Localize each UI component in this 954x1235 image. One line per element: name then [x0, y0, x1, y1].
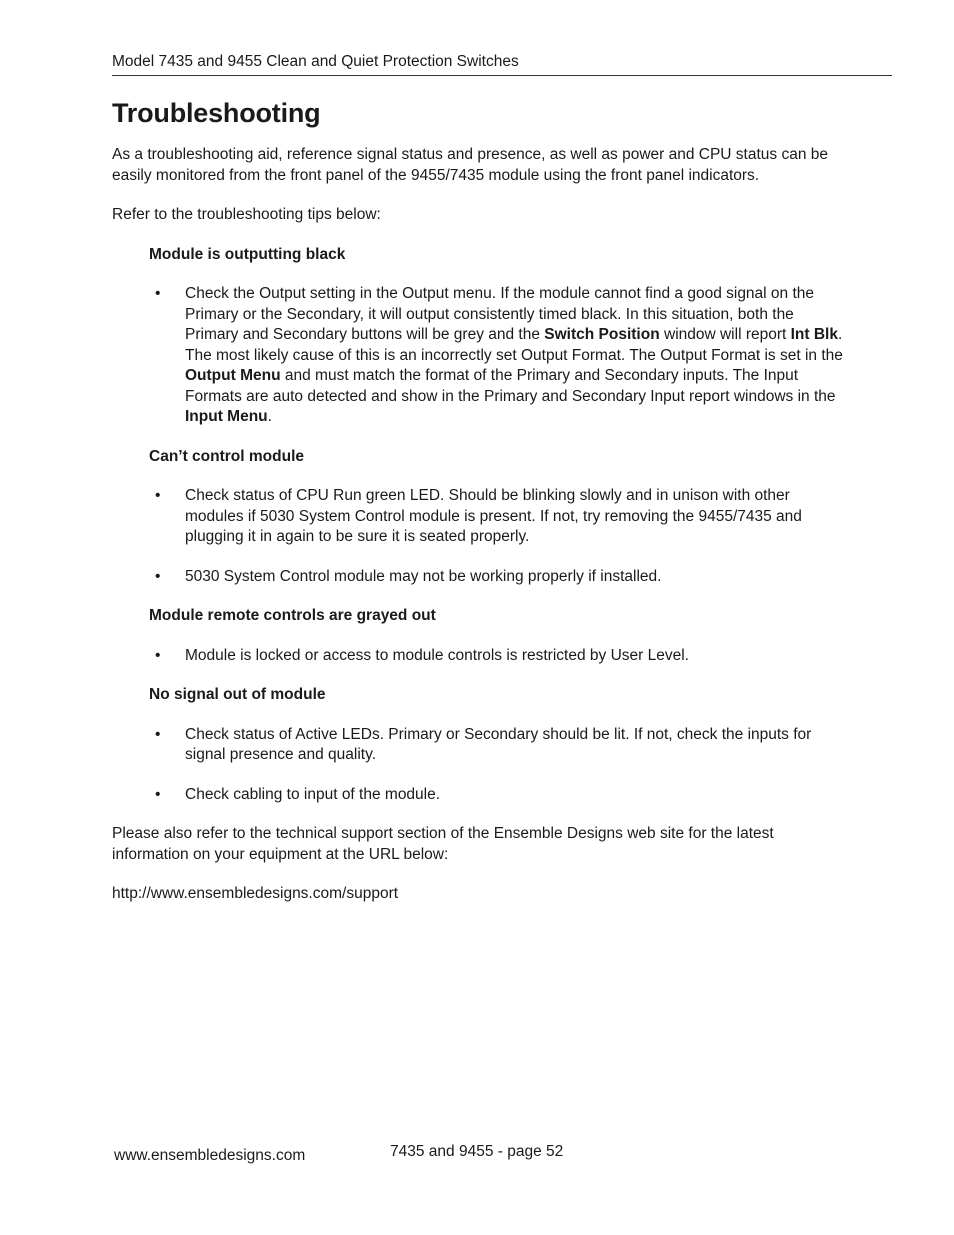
- document-body: [112, 145, 847, 905]
- section-heading: Module remote controls are grayed out: [149, 607, 436, 624]
- support-url: http://www.ensembledesigns.com/support: [112, 885, 399, 902]
- bullet-marker: •: [155, 487, 161, 504]
- page-title: Troubleshooting: [112, 98, 321, 128]
- bullet-marker: •: [155, 646, 161, 664]
- intro-paragraph: As a troubleshooting aid, reference signal status and presence, as well as power and CPU status can be easily monitored from the front panel of the 9455/7435 module using the front panel indicators.: [112, 146, 828, 184]
- bullet-marker: •: [155, 285, 161, 302]
- bullet-item: • Check status of Active LEDs. Primary or Secondary should be lit. If not, check the inputs for signal presence and quality.: [155, 725, 812, 763]
- refer-paragraph: Refer to the troubleshooting tips below:: [112, 206, 381, 223]
- section-grayed-out: [112, 606, 847, 666]
- footer-website: www.ensembledesigns.com: [114, 1147, 306, 1164]
- section-heading: Can’t control module: [149, 447, 304, 465]
- bullet-marker: •: [155, 567, 161, 585]
- section-outputting-black: [112, 245, 847, 428]
- ui-term-int-blk: Int Blk: [790, 326, 838, 343]
- running-header: Model 7435 and 9455 Clean and Quiet Protection Switches: [112, 52, 892, 76]
- section-no-signal: [112, 685, 847, 805]
- bullet-marker: •: [155, 785, 161, 803]
- bullet-item: • Module is locked or access to module controls is restricted by User Level.: [149, 646, 847, 667]
- bullet-marker: •: [155, 725, 161, 743]
- bullet-item: • Check cabling to input of the module.: [149, 785, 847, 806]
- closing-paragraph: Please also refer to the technical support section of the Ensemble Designs web site for the latest information on your equipment at the URL below:: [112, 825, 774, 863]
- section-cant-control: [112, 447, 847, 588]
- bullet-item: • Check the Output setting in the Output menu. If the module cannot find a good signal on the Primary or the Secondary, it will output consistently timed black. In this situation, both the Primary and Secondary buttons will be grey and the Switch Position window will report Int Blk. The most likely cause of this is an incorrectly set Output Format. The Output Format is set in the Output Menu and must match the format of the Primary and Secondary inputs. The Input Formats are auto detected and show in the Primary and Secondary Input report windows in the Input Menu.: [155, 285, 843, 425]
- bullet-item: • 5030 System Control module may not be working properly if installed.: [149, 567, 847, 588]
- footer-page-number: 7435 and 9455 - page 52: [390, 1143, 564, 1160]
- ui-term-switch-position: Switch Position: [544, 326, 660, 343]
- bullet-item: • Check status of CPU Run green LED. Should be blinking slowly and in unison with other modules if 5030 System Control module is present. If not, try removing the 9455/7435 and plugging it in again to be sure it is seated properly.: [155, 487, 802, 545]
- ui-term-input-menu: Input Menu: [185, 408, 268, 425]
- section-heading: No signal out of module: [149, 686, 326, 703]
- section-heading: Module is outputting black: [149, 245, 346, 263]
- ui-term-output-menu: Output Menu: [185, 367, 281, 384]
